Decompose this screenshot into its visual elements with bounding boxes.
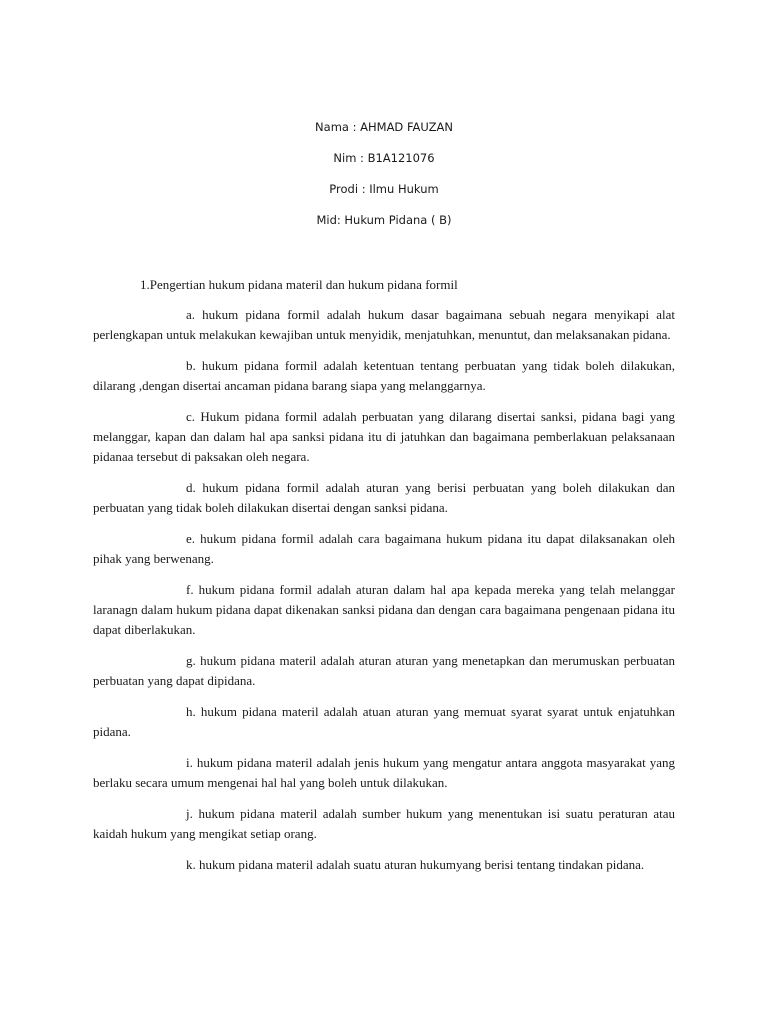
- list-item: j. hukum pidana materil adalah sumber hukum yang menentukan isi suatu peraturan atau kaidah hukum yang mengikat setiap orang.: [93, 806, 675, 841]
- list-item: f. hukum pidana formil adalah aturan dalam hal apa kepada mereka yang telah melanggar laranagn dalam hukum pidana dapat dikenakan sanksi pidana dan dengan cara bagaimana pengenaan pidana itu dapat diberlakukan.: [93, 582, 675, 637]
- list-item: i. hukum pidana materil adalah jenis hukum yang mengatur antara anggota masyarakat yang berlaku secara umum mengenai hal hal yang boleh untuk dilakukan.: [93, 755, 675, 790]
- definition-list: [93, 305, 675, 886]
- list-item: h. hukum pidana materil adalah atuan aturan yang memuat syarat syarat untuk enjatuhkan pidana.: [93, 704, 675, 739]
- list-item: k. hukum pidana materil adalah suatu aturan hukumyang berisi tentang tindakan pidana.: [186, 857, 645, 872]
- list-item: a. hukum pidana formil adalah hukum dasar bagaimana sebuah negara menyikapi alat perlengkapan untuk melakukan kewajiban untuk menyidik, menjatuhkan, menuntut, dan melaksanakan pidana.: [93, 307, 675, 342]
- list-item: g. hukum pidana materil adalah aturan aturan yang menetapkan dan merumuskan perbuatan perbuatan yang dapat dipidana.: [93, 653, 675, 688]
- section-heading: 1.Pengertian hukum pidana materil dan hukum pidana formil: [140, 277, 458, 292]
- student-nim: Nim : B1A121076: [333, 151, 435, 165]
- exam-subject: Mid: Hukum Pidana ( B): [316, 213, 452, 227]
- study-program: Prodi : Ilmu Hukum: [329, 182, 439, 196]
- list-item: e. hukum pidana formil adalah cara bagaimana hukum pidana itu dapat dilaksanakan oleh pihak yang berwenang.: [93, 531, 675, 566]
- student-name: Nama : AHMAD FAUZAN: [315, 120, 453, 134]
- list-item: b. hukum pidana formil adalah ketentuan tentang perbuatan yang tidak boleh dilakukan, dilarang ,dengan disertai ancaman pidana barang siapa yang melanggarnya.: [93, 358, 675, 393]
- list-item: c. Hukum pidana formil adalah perbuatan yang dilarang disertai sanksi, pidana bagi yang melanggar, kapan dan dalam hal apa sanksi pidana itu di jatuhkan dan bagaimana pemberlakuan pelaksanaan pidanaa tersebut di paksakan oleh negara.: [93, 409, 675, 464]
- list-item: d. hukum pidana formil adalah aturan yang berisi perbuatan yang boleh dilakukan dan perbuatan yang tidak boleh dilakukan disertai dengan sanksi pidana.: [93, 480, 675, 515]
